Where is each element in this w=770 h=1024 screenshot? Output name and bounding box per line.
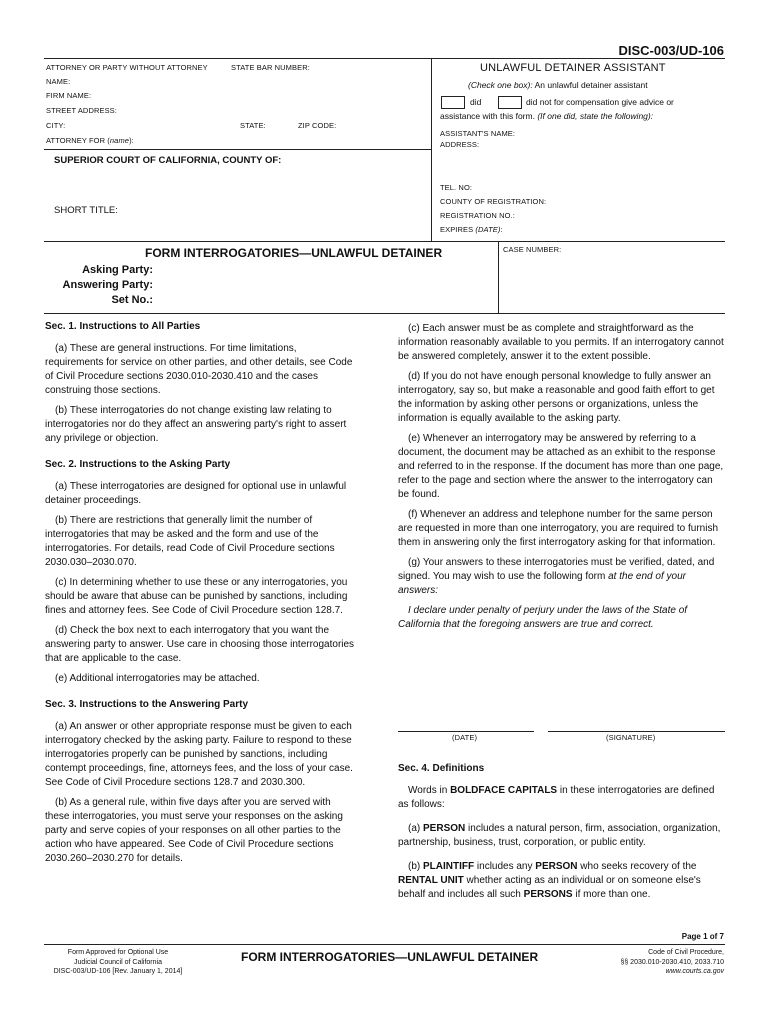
assistant-address-label: ADDRESS: [440, 140, 480, 149]
approved-1: Form Approved for Optional Use [67, 949, 169, 956]
assistant-line2 [440, 111, 653, 121]
signature-line[interactable] [548, 731, 725, 732]
signature-label: (SIGNATURE) [606, 733, 656, 742]
def-a-text: includes a natural person, firm, association, organization, partnership, business, trust, corporation, or public entity. [398, 823, 721, 848]
right-e: (e) Whenever an interrogatory may be answered by referring to a document, the document may be attached as an exhibit to the response and referred to in the response. If the document has more than one page, refer to the page and section where the answer to the interrogatory can be found. [398, 433, 724, 500]
def-intro-bold: BOLDFACE CAPITALS [450, 785, 558, 796]
short-title-label: SHORT TITLE: [54, 205, 118, 216]
def-b [398, 860, 725, 902]
sec4-block [398, 762, 725, 908]
def-a-pre: (a) [408, 823, 421, 834]
code-1: Code of Civil Procedure, [648, 949, 724, 956]
right-column [398, 322, 725, 638]
def-b-text4: if more than one. [575, 889, 651, 900]
def-b-bold1: PLAINTIFF [423, 861, 475, 872]
form-code: DISC-003/UD-106 [618, 43, 724, 58]
right-f: (f) Whenever an address and telephone number for the same person are requested in more than one interrogatory, you are required to furnish them in answering only the first interrogatory asking for that information. [398, 509, 718, 548]
g-text: (g) Your answers to these interrogatories must be verified, dated, and signed. You may wish to use the following form [398, 557, 715, 582]
attorney-for-label: ATTORNEY FOR (name): [46, 136, 134, 145]
sec2-title: Sec. 2. Instructions to the Asking Party [45, 459, 231, 470]
right-d: (d) If you do not have enough personal knowledge to fully answer an interrogatory, say so, but make a reasonable and good faith effort to get the information by asking other persons or organizations, unless the information is equally available to the asking party. [398, 371, 715, 424]
court-label: SUPERIOR COURT OF CALIFORNIA, COUNTY OF: [54, 155, 282, 166]
def-intro-2: in these interrogatories are defined as follows: [398, 785, 715, 810]
def-b-text1: includes any [476, 861, 533, 872]
did-checkbox[interactable] [441, 96, 465, 109]
declaration: I declare under penalty of perjury under the laws of the State of California that the foregoing answers are true and correct. [398, 605, 688, 630]
sec2-b: (b) There are restrictions that generally limit the number of interrogatories that may be asked and the form and use of the interrogatories. For details, read Code of Civil Procedure sections 2030.030–2030.070. [45, 515, 335, 568]
street-label: STREET ADDRESS: [46, 106, 117, 115]
code-2: §§ 2030.010-2030.410, 2033.710 [620, 958, 724, 966]
left-column [45, 320, 357, 872]
case-number-label: CASE NUMBER: [503, 245, 562, 254]
g-italic: at the end of your answers: [398, 571, 686, 596]
def-intro-1: Words in [408, 785, 448, 796]
sec3-b: (b) As a general rule, within five days after you are served with these interrogatories, you must serve your responses on the asking party and serve copies of your responses on all other parties to the action who have appeared. See Code of Civil Procedure sections 2030.260–2030.270 for details. [45, 797, 343, 864]
code-block [620, 948, 724, 977]
set-number-label: Set No.: [111, 294, 153, 306]
date-label: (DATE) [452, 733, 478, 742]
state-bar-label: STATE BAR NUMBER: [231, 63, 310, 72]
approved-block [44, 948, 192, 977]
assistant-check-line [468, 80, 648, 90]
assistant-name-label: ASSISTANT'S NAME: [440, 129, 516, 138]
sec1-a: (a) These are general instructions. For time limitations, requirements for service on other parties, and other details, see Code of Civil Procedure sections 2030.010-2030.410 and the cases construing those sections. [45, 343, 353, 396]
date-line[interactable] [398, 731, 534, 732]
tel-label: TEL. NO: [440, 183, 473, 192]
form-title: FORM INTERROGATORIES—UNLAWFUL DETAINER [145, 246, 443, 260]
line2-prefix: assistance with this form. [440, 111, 535, 121]
sec3-a: (a) An answer or other appropriate response must be given to each interrogatory checked by the asking party. Failure to respond to these interrogatories properly can be punished by sanctions, including contempt proceedings, fine, attorneys fees, and the loss of your case. See Code of Civil Procedure sections 128.7 and 2030.300. [45, 721, 353, 788]
did-label: did [470, 97, 482, 107]
assistant-title: UNLAWFUL DETAINER ASSISTANT [480, 62, 666, 74]
answering-party-label: Answering Party: [62, 279, 153, 291]
right-c: (c) Each answer must be as complete and straightforward as the information reasonably available to you permits. If an interrogatory cannot be answered completely, answer it to the extent possible. [398, 323, 724, 362]
def-a [398, 822, 725, 850]
check-text: An unlawful detainer assistant [534, 80, 648, 90]
name-label: NAME: [46, 77, 71, 86]
def-b-text3: whether acting as an individual or on someone else's behalf and includes all such [398, 875, 701, 900]
county-label: COUNTY OF REGISTRATION: [440, 197, 547, 206]
reg-label: REGISTRATION NO.: [440, 211, 515, 220]
expires-label: EXPIRES (DATE): [440, 225, 503, 234]
footer-title: FORM INTERROGATORIES—UNLAWFUL DETAINER [241, 950, 539, 964]
city-label: CITY: [46, 121, 66, 130]
def-b-bold4: PERSONS [523, 889, 573, 900]
state-label: STATE: [240, 121, 266, 130]
sec2-e: (e) Additional interrogatories may be attached. [55, 673, 260, 684]
def-b-pre: (b) [408, 861, 421, 872]
def-b-text2: who seeks recovery of the [580, 861, 697, 872]
asking-party-label: Asking Party: [82, 264, 153, 276]
def-a-bold: PERSON [423, 823, 466, 834]
def-intro [398, 784, 725, 812]
sec1-b: (b) These interrogatories do not change existing law relating to interrogatories nor do they affect an answering party's right to assert any privilege or objection. [45, 405, 347, 444]
approved-2: Judicial Council of California [74, 958, 162, 966]
sec1-title: Sec. 1. Instructions to All Parties [45, 321, 201, 332]
did-not-label: did not for compensation give advice or [526, 97, 674, 107]
website-link[interactable]: www.courts.ca.gov [665, 968, 724, 975]
approved-3: DISC-003/UD-106 [Rev. January 1, 2014] [53, 968, 183, 975]
def-b-bold3: RENTAL UNIT [398, 875, 464, 886]
page-number: Page 1 of 7 [681, 932, 724, 941]
def-b-bold2: PERSON [535, 861, 578, 872]
firm-label: FIRM NAME: [46, 91, 92, 100]
sec2-d: (d) Check the box next to each interrogatory that you want the answering party to answer. Use care in choosing those interrogatories that are applicable to the case. [45, 625, 355, 664]
attorney-label: ATTORNEY OR PARTY WITHOUT ATTORNEY [46, 63, 208, 72]
zip-label: ZIP CODE: [298, 121, 337, 130]
sec2-c: (c) In determining whether to use these or any interrogatories, you should be aware that abuse can be punished by sanctions, including fines and attorney fees. See Code of Civil Procedure section 128.7. [45, 577, 348, 616]
line2-italic: (If one did, state the following): [537, 111, 654, 121]
right-g [398, 556, 725, 598]
sec3-title: Sec. 3. Instructions to the Answering Party [45, 699, 249, 710]
did-not-checkbox[interactable] [498, 96, 522, 109]
check-prefix: (Check one box): [468, 80, 533, 90]
sec2-a: (a) These interrogatories are designed for optional use in unlawful detainer proceedings. [45, 481, 347, 506]
sec4-title: Sec. 4. Definitions [398, 763, 485, 774]
